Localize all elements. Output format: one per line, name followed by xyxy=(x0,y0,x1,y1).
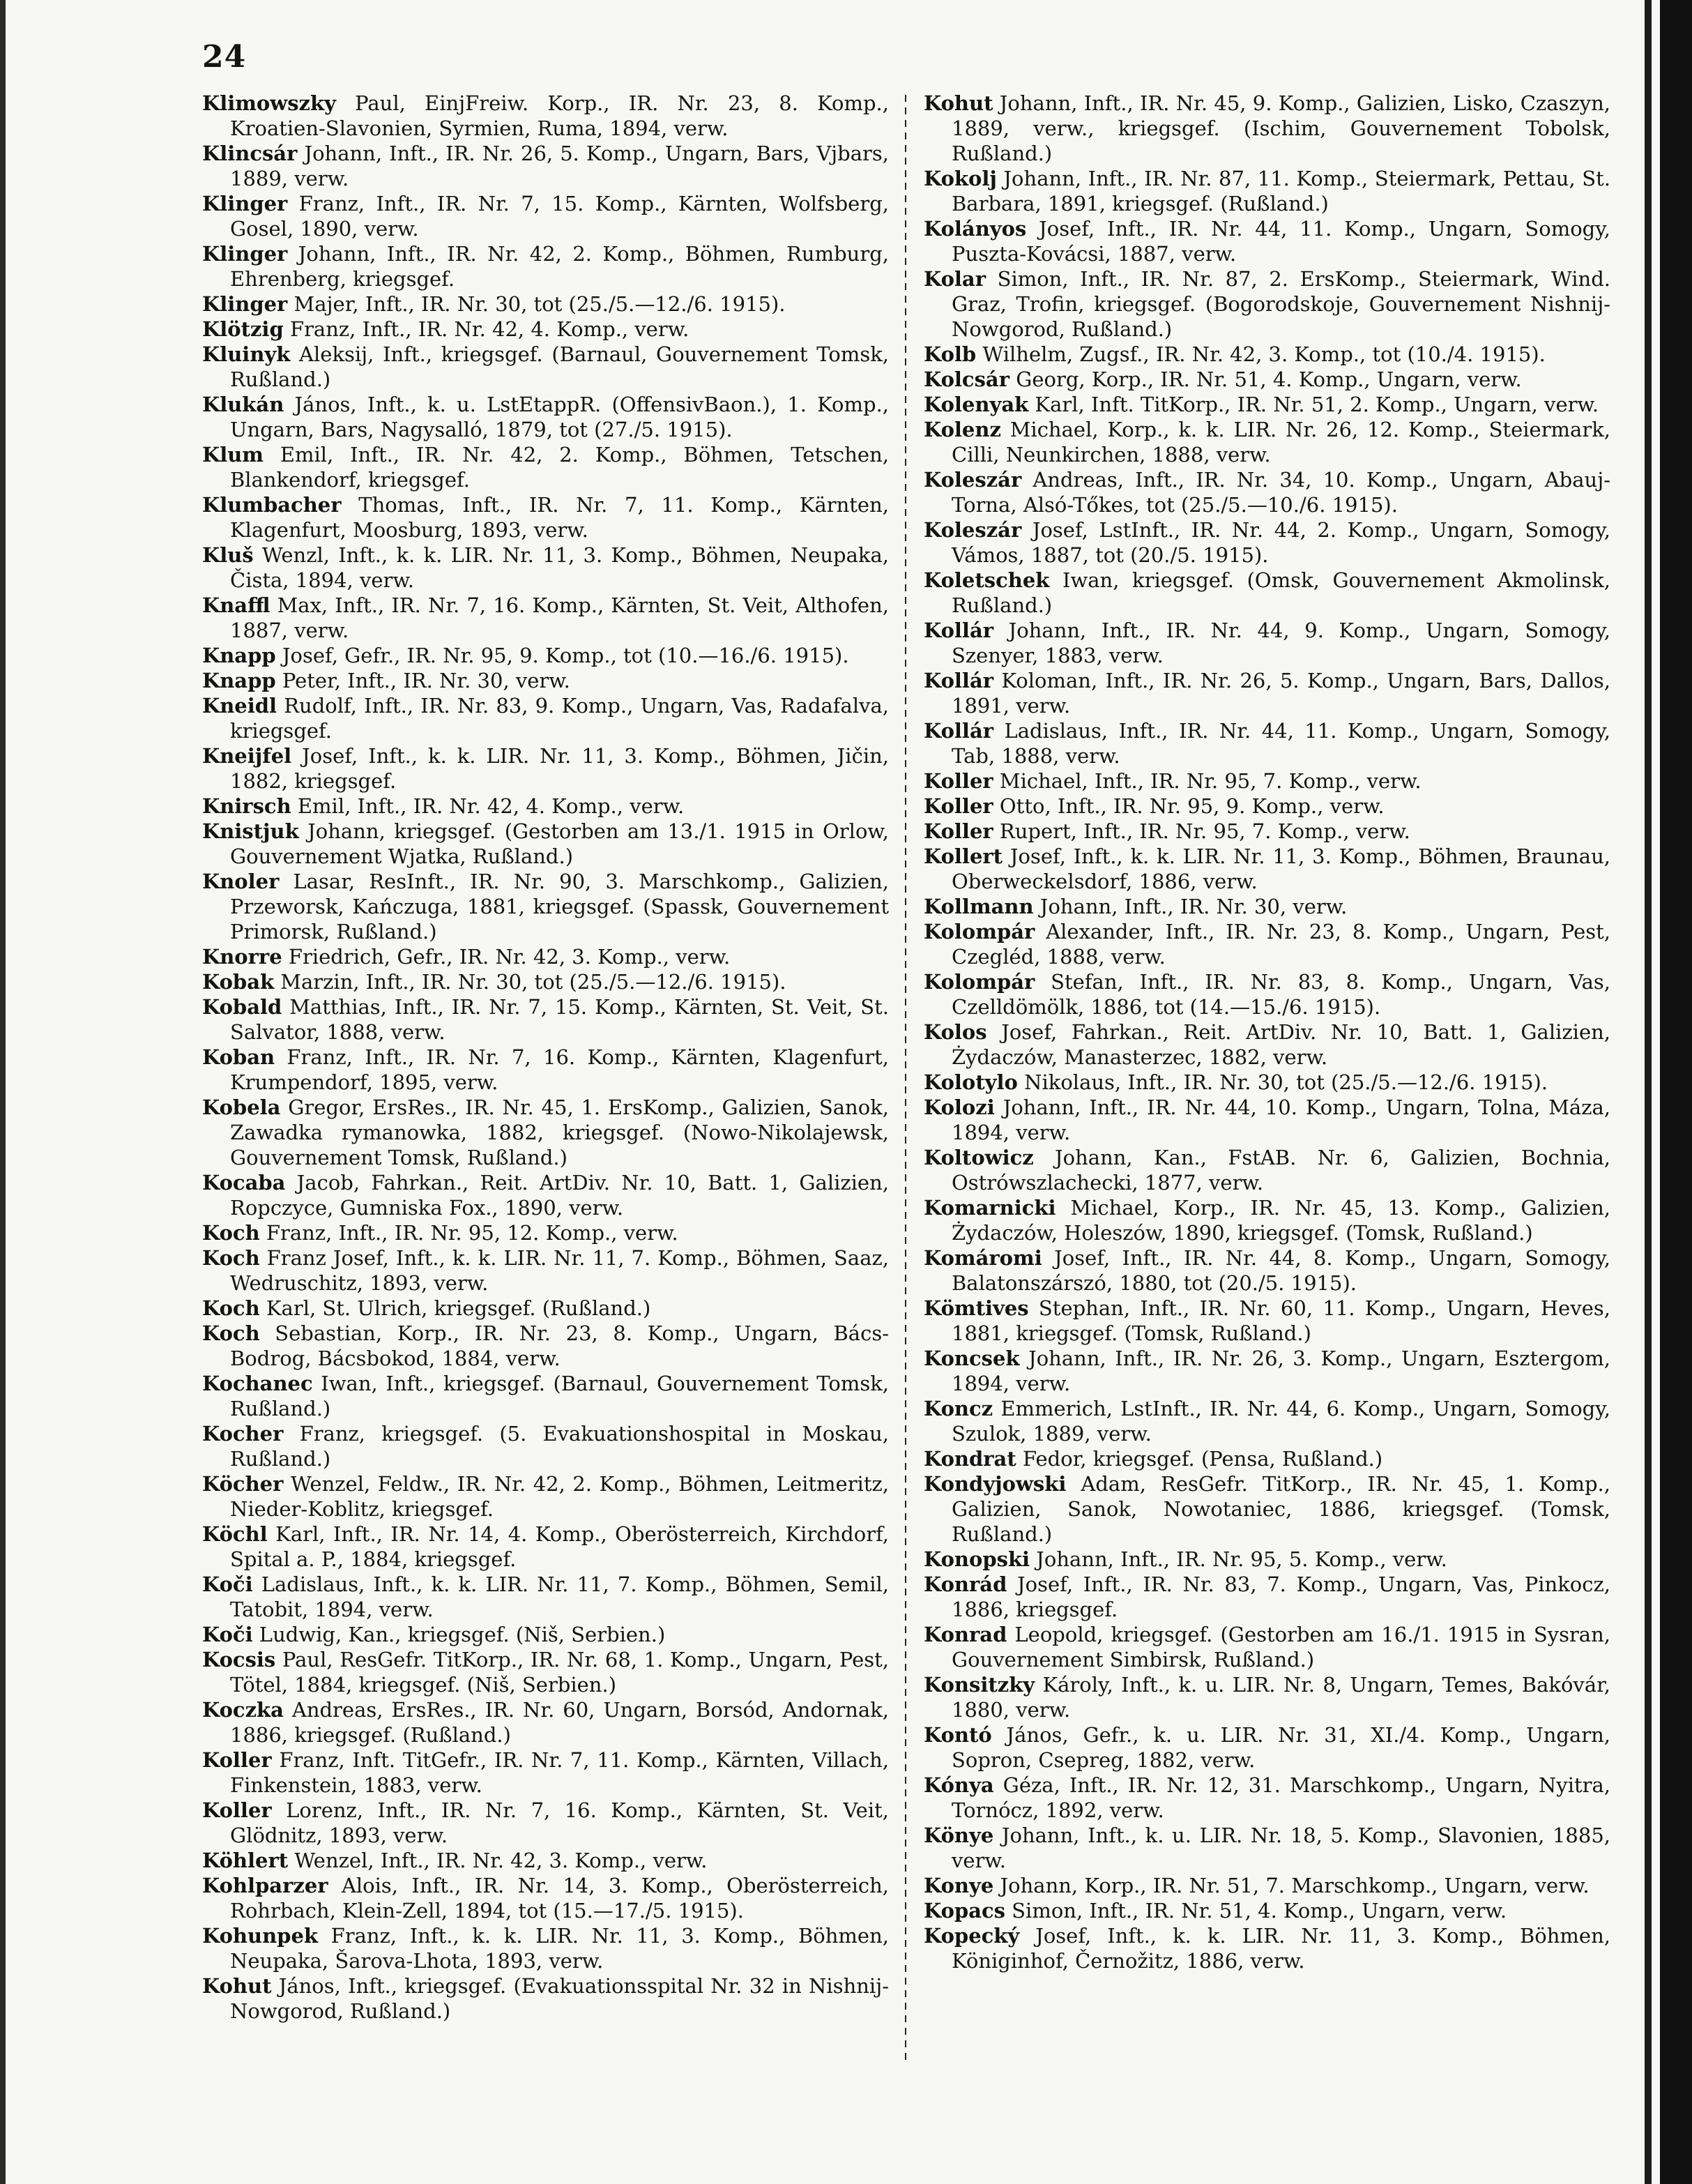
entry-surname: Kollár xyxy=(924,719,994,743)
entry-surname: Kneidl xyxy=(202,694,277,718)
entry-details: Emmerich, LstInft., IR. Nr. 44, 6. Komp., Ungarn, Somogy, Szulok, 1889, verw. xyxy=(952,1397,1610,1446)
entry-details: Franz, Inft., IR. Nr. 95, 12. Komp., verw. xyxy=(259,1221,678,1245)
scan-border-right xyxy=(1660,0,1692,2184)
casualty-entry xyxy=(924,919,1610,969)
casualty-entry xyxy=(924,1095,1610,1145)
left-column xyxy=(202,91,889,2024)
casualty-entry xyxy=(202,91,889,141)
casualty-entry xyxy=(202,342,889,392)
entry-details: Károly, Inft., k. u. LIR. Nr. 8, Ungarn, Temes, Bakóvár, 1880, verw. xyxy=(952,1673,1610,1722)
entry-surname: Komarnicki xyxy=(924,1196,1056,1220)
entry-surname: Koch xyxy=(202,1221,260,1245)
entry-surname: Kömtives xyxy=(924,1296,1029,1320)
casualty-entry xyxy=(202,141,889,191)
entry-surname: Kolenz xyxy=(924,418,1001,441)
casualty-entry xyxy=(924,819,1610,844)
casualty-entry xyxy=(202,1848,889,1873)
casualty-entry xyxy=(202,944,889,969)
casualty-entry xyxy=(202,392,889,442)
entry-details: János, Gefr., k. u. LIR. Nr. 31, XI./4. Komp., Ungarn, Sopron, Csepreg, 1882, verw. xyxy=(952,1723,1610,1772)
entry-details: Johann, Inft., IR. Nr. 26, 3. Komp., Ungarn, Esztergom, 1894, verw. xyxy=(952,1347,1610,1395)
entry-surname: Klinger xyxy=(202,192,288,215)
entry-details: Wilhelm, Zugsf., IR. Nr. 42, 3. Komp., tot (10./4. 1915). xyxy=(976,342,1546,366)
entry-details: Gregor, ErsRes., IR. Nr. 45, 1. ErsKomp., Galizien, Sanok, Zawadka rymanowka, 1882, kriegsgef. (Nowo-Nikolajewsk, Gouvernement Tomsk, Rußland.) xyxy=(230,1095,889,1169)
casualty-entry xyxy=(202,693,889,743)
casualty-entry xyxy=(202,643,889,668)
casualty-entry xyxy=(202,1873,889,1923)
entry-details: Lorenz, Inft., IR. Nr. 7, 16. Komp., Kärnten, St. Veit, Glödnitz, 1893, verw. xyxy=(230,1798,889,1847)
casualty-entry xyxy=(924,1070,1610,1095)
casualty-entry xyxy=(924,1019,1610,1070)
entry-details: Andreas, ErsRes., IR. Nr. 60, Ungarn, Borsód, Andornak, 1886, kriegsgef. (Rußland.) xyxy=(230,1698,889,1747)
entry-details: Iwan, Inft., kriegsgef. (Barnaul, Gouvernement Tomsk, Rußland.) xyxy=(230,1372,889,1420)
entry-surname: Knapp xyxy=(202,644,276,667)
casualty-entry xyxy=(924,1923,1610,1973)
casualty-entry xyxy=(924,342,1610,367)
entry-surname: Kolb xyxy=(924,342,977,366)
entry-surname: Koban xyxy=(202,1045,275,1069)
casualty-entry xyxy=(924,1722,1610,1773)
casualty-entry xyxy=(202,291,889,317)
entry-details: Aleksij, Inft., kriegsgef. (Barnaul, Gouvernement Tomsk, Rußland.) xyxy=(230,342,889,391)
entry-surname: Kolányos xyxy=(924,217,1027,241)
entry-details: Johann, Inft., IR. Nr. 95, 5. Komp., verw. xyxy=(1030,1547,1447,1571)
casualty-entry xyxy=(924,668,1610,718)
casualty-entry xyxy=(202,1220,889,1245)
entry-details: Franz, kriegsgef. (5. Evakuationshospital in Moskau, Rußland.) xyxy=(230,1422,889,1471)
entry-surname: Klumbacher xyxy=(202,493,342,517)
casualty-entry xyxy=(924,367,1610,392)
casualty-entry xyxy=(924,844,1610,894)
entry-details: Franz, Inft., k. k. LIR. Nr. 11, 3. Komp., Böhmen, Neupaka, Šarova-Lhota, 1893, verw. xyxy=(230,1924,889,1973)
entry-surname: Koleszár xyxy=(924,468,1022,492)
casualty-entry xyxy=(202,1572,889,1622)
entry-details: Alexander, Inft., IR. Nr. 23, 8. Komp., Ungarn, Pest, Czegléd, 1888, verw. xyxy=(952,920,1610,969)
entry-surname: Kontó xyxy=(924,1723,992,1747)
entry-surname: Kolar xyxy=(924,267,986,291)
casualty-entry xyxy=(202,743,889,794)
entry-surname: Koch xyxy=(202,1321,260,1345)
casualty-entry xyxy=(202,492,889,543)
entry-details: Josef, Gefr., IR. Nr. 95, 9. Komp., tot (10.—16./6. 1915). xyxy=(275,644,849,667)
casualty-entry xyxy=(202,1296,889,1321)
entry-surname: Kondyjowski xyxy=(924,1472,1067,1496)
entry-surname: Klötzig xyxy=(202,317,284,341)
casualty-entry xyxy=(924,1346,1610,1396)
casualty-entry xyxy=(202,1522,889,1572)
casualty-entry xyxy=(202,1371,889,1421)
casualty-entry xyxy=(924,768,1610,794)
entry-surname: Knoler xyxy=(202,870,280,893)
entry-surname: Kocsis xyxy=(202,1648,276,1671)
entry-details: Franz, Inft., IR. Nr. 7, 15. Komp., Kärnten, Wolfsberg, Gosel, 1890, verw. xyxy=(230,192,889,241)
casualty-entry xyxy=(202,994,889,1045)
casualty-entry xyxy=(202,1923,889,1973)
entry-surname: Kochanec xyxy=(202,1372,313,1395)
entry-surname: Koch xyxy=(202,1246,260,1270)
entry-surname: Koller xyxy=(202,1748,272,1772)
casualty-entry xyxy=(202,819,889,869)
casualty-entry xyxy=(202,869,889,944)
entry-details: János, Inft., k. u. LstEtappR. (OffensivBaon.), 1. Komp., Ungarn, Bars, Nagysalló, 1879, tot (27./5. 1915). xyxy=(230,393,889,441)
entry-surname: Koncsek xyxy=(924,1347,1020,1370)
entry-surname: Koczka xyxy=(202,1698,284,1722)
casualty-entry xyxy=(924,1396,1610,1446)
casualty-entry xyxy=(924,1773,1610,1823)
entry-details: Johann, Kan., FstAB. Nr. 6, Galizien, Bochnia, Ostrówszlachecki, 1877, verw. xyxy=(952,1146,1610,1195)
casualty-entry xyxy=(924,1622,1610,1672)
entry-details: Otto, Inft., IR. Nr. 95, 9. Komp., verw. xyxy=(993,794,1385,818)
entry-details: Johann, Inft., k. u. LIR. Nr. 18, 5. Komp., Slavonien, 1885, verw. xyxy=(952,1823,1610,1872)
casualty-entry xyxy=(924,392,1610,417)
entry-details: Josef, Inft., k. k. LIR. Nr. 11, 3. Komp., Böhmen, Braunau, Oberweckelsdorf, 1886, verw. xyxy=(952,844,1610,893)
entry-surname: Köcher xyxy=(202,1472,284,1496)
entry-details: Stefan, Inft., IR. Nr. 83, 8. Komp., Ungarn, Vas, Czelldömölk, 1886, tot (14.—15./6. 1915). xyxy=(952,970,1610,1019)
entry-surname: Konrad xyxy=(924,1623,1007,1646)
entry-details: Simon, Inft., IR. Nr. 51, 4. Komp., Ungarn, verw. xyxy=(1005,1899,1507,1923)
entry-details: Peter, Inft., IR. Nr. 30, verw. xyxy=(275,669,570,692)
entry-surname: Kolcsár xyxy=(924,367,1009,391)
casualty-entry xyxy=(202,191,889,241)
page-number: 24 xyxy=(202,39,247,75)
casualty-entry xyxy=(202,1471,889,1522)
entry-details: Georg, Korp., IR. Nr. 51, 4. Komp., Ungarn, verw. xyxy=(1009,367,1522,391)
entry-details: Paul, EinjFreiw. Korp., IR. Nr. 23, 8. Komp., Kroatien-Slavonien, Syrmien, Ruma, 1894, verw. xyxy=(230,91,889,140)
entry-surname: Kobela xyxy=(202,1095,281,1119)
entry-surname: Kohut xyxy=(202,1974,272,1998)
entry-details: Ladislaus, Inft., k. k. LIR. Nr. 11, 7. Komp., Böhmen, Semil, Tatobit, 1894, verw. xyxy=(230,1572,889,1621)
casualty-entry xyxy=(924,618,1610,668)
entry-details: Adam, ResGefr. TitKorp., IR. Nr. 45, 1. Komp., Galizien, Sanok, Nowotaniec, 1886, kriegsgef. (Tomsk, Rußland.) xyxy=(952,1472,1610,1546)
entry-surname: Kokolj xyxy=(924,167,997,190)
entry-details: Stephan, Inft., IR. Nr. 60, 11. Komp., Ungarn, Heves, 1881, kriegsgef. (Tomsk, Rußland.) xyxy=(952,1296,1610,1345)
entry-details: Paul, ResGefr. TitKorp., IR. Nr. 68, 1. Komp., Ungarn, Pest, Tötel, 1884, kriegsgef. (Niš, Serbien.) xyxy=(230,1648,889,1697)
entry-details: Lasar, ResInft., IR. Nr. 90, 3. Marschkomp., Galizien, Przeworsk, Kańczuga, 1881, kriegsgef. (Spassk, Gouvernement Primorsk, Rußland.) xyxy=(230,870,889,943)
entry-surname: Klukán xyxy=(202,393,284,416)
entry-surname: Koleszár xyxy=(924,518,1022,542)
entry-surname: Kolompár xyxy=(924,920,1035,943)
casualty-entry xyxy=(924,467,1610,517)
entry-surname: Koči xyxy=(202,1572,253,1596)
entry-surname: Klinger xyxy=(202,292,288,316)
casualty-entry xyxy=(924,91,1610,166)
entry-surname: Kobald xyxy=(202,995,282,1019)
entry-surname: Koller xyxy=(924,769,993,793)
entry-surname: Knaffl xyxy=(202,593,270,617)
entry-details: Karl, Inft., IR. Nr. 14, 4. Komp., Oberösterreich, Kirchdorf, Spital a. P., 1884, kriegsgef. xyxy=(230,1522,889,1571)
entry-surname: Kónya xyxy=(924,1773,994,1797)
casualty-entry xyxy=(202,1245,889,1296)
entry-details: Thomas, Inft., IR. Nr. 7, 11. Komp., Kärnten, Klagenfurt, Moosburg, 1893, verw. xyxy=(230,493,889,542)
casualty-entry xyxy=(202,969,889,994)
casualty-entry xyxy=(924,794,1610,819)
entry-surname: Kohut xyxy=(924,91,993,115)
column-divider xyxy=(905,95,906,2061)
casualty-entry xyxy=(202,1045,889,1095)
casualty-entry xyxy=(924,718,1610,768)
casualty-entry xyxy=(202,1647,889,1697)
casualty-entry xyxy=(924,1672,1610,1722)
entry-details: Majer, Inft., IR. Nr. 30, tot (25./5.—12./6. 1915). xyxy=(287,292,786,316)
entry-surname: Koči xyxy=(202,1623,253,1646)
casualty-entry xyxy=(924,1296,1610,1346)
entry-details: Marzin, Inft., IR. Nr. 30, tot (25./5.—12./6. 1915). xyxy=(274,970,786,994)
entry-details: Karl, St. Ulrich, kriegsgef. (Rußland.) xyxy=(259,1296,651,1320)
entry-surname: Kluinyk xyxy=(202,342,291,366)
casualty-entry xyxy=(202,1697,889,1747)
casualty-entry xyxy=(924,517,1610,568)
entry-details: Jacob, Fahrkan., Reit. ArtDiv. Nr. 10, Batt. 1, Galizien, Ropczyce, Gumniska Fox., 1890, verw. xyxy=(230,1171,889,1220)
entry-surname: Koller xyxy=(924,819,993,843)
entry-surname: Knirsch xyxy=(202,794,291,818)
entry-details: Franz, Inft. TitGefr., IR. Nr. 7, 11. Komp., Kärnten, Villach, Finkenstein, 1883, verw. xyxy=(230,1748,889,1797)
entry-surname: Kocher xyxy=(202,1422,284,1446)
entry-details: Josef, Fahrkan., Reit. ArtDiv. Nr. 10, Batt. 1, Galizien, Żydaczów, Manasterzec, 1882, verw. xyxy=(952,1020,1610,1069)
casualty-entry xyxy=(202,794,889,819)
entry-details: Johann, Inft., IR. Nr. 87, 11. Komp., Steiermark, Pettau, St. Barbara, 1891, kriegsgef. (Rußland.) xyxy=(952,167,1610,215)
entry-surname: Kollár xyxy=(924,619,994,642)
entry-surname: Kohunpek xyxy=(202,1924,318,1948)
casualty-entry xyxy=(924,969,1610,1019)
entry-details: Sebastian, Korp., IR. Nr. 23, 8. Komp., Ungarn, Bács-Bodrog, Bácsbokod, 1884, verw. xyxy=(230,1321,889,1370)
entry-details: Johann, Inft., IR. Nr. 30, verw. xyxy=(1033,895,1348,918)
casualty-entry xyxy=(202,442,889,492)
entry-surname: Kolozi xyxy=(924,1095,995,1119)
entry-details: Franz, Inft., IR. Nr. 42, 4. Komp., verw. xyxy=(283,317,689,341)
entry-surname: Konrád xyxy=(924,1572,1007,1596)
entry-details: Wenzel, Inft., IR. Nr. 42, 3. Komp., verw. xyxy=(288,1849,708,1872)
entry-surname: Kollert xyxy=(924,844,1003,868)
entry-details: Michael, Korp., k. k. LIR. Nr. 26, 12. Komp., Steiermark, Cilli, Neunkirchen, 1888, verw. xyxy=(952,418,1610,467)
entry-details: Josef, Inft., IR. Nr. 44, 11. Komp., Ungarn, Somogy, Puszta-Kovácsi, 1887, verw. xyxy=(952,217,1610,266)
entry-surname: Komáromi xyxy=(924,1246,1042,1270)
entry-details: Johann, Inft., IR. Nr. 26, 5. Komp., Ungarn, Bars, Vjbars, 1889, verw. xyxy=(230,142,889,190)
entry-details: Simon, Inft., IR. Nr. 87, 2. ErsKomp., Steiermark, Wind. Graz, Trofin, kriegsgef. (Bogorodskoje, Gouvernement Nishnij-Nowgorod, Rußland.) xyxy=(952,267,1610,341)
entry-surname: Kocaba xyxy=(202,1171,286,1195)
right-column xyxy=(924,91,1610,1973)
entry-details: Johann, Korp., IR. Nr. 51, 7. Marschkomp., Ungarn, verw. xyxy=(993,1874,1590,1897)
entry-details: Johann, Inft., IR. Nr. 45, 9. Komp., Galizien, Lisko, Czaszyn, 1889, verw., kriegsgef. (Ischim, Gouvernement Tobolsk, Rußland.) xyxy=(952,91,1610,165)
casualty-entry xyxy=(924,266,1610,342)
entry-details: Karl, Inft. TitKorp., IR. Nr. 51, 2. Komp., Ungarn, verw. xyxy=(1028,393,1599,416)
entry-details: Franz, Inft., IR. Nr. 7, 16. Komp., Kärnten, Klagenfurt, Krumpendorf, 1895, verw. xyxy=(230,1045,889,1094)
entry-surname: Köhlert xyxy=(202,1849,289,1872)
casualty-entry xyxy=(924,1245,1610,1296)
entry-details: Wenzel, Feldw., IR. Nr. 42, 2. Komp., Böhmen, Leitmeritz, Nieder-Koblitz, kriegsgef. xyxy=(230,1472,889,1521)
casualty-entry xyxy=(924,417,1610,467)
entry-details: Rupert, Inft., IR. Nr. 95, 7. Komp., verw. xyxy=(993,819,1410,843)
entry-surname: Kolotylo xyxy=(924,1070,1018,1094)
entry-details: Josef, LstInft., IR. Nr. 44, 2. Komp., Ungarn, Somogy, Vámos, 1887, tot (20./5. 1915). xyxy=(952,518,1610,567)
entry-details: Alois, Inft., IR. Nr. 14, 3. Komp., Oberösterreich, Rohrbach, Klein-Zell, 1894, tot (15.—17./5. 1915). xyxy=(230,1874,889,1923)
entry-surname: Klimowszky xyxy=(202,91,336,115)
casualty-entry xyxy=(924,1446,1610,1471)
entry-details: Iwan, kriegsgef. (Omsk, Gouvernement Akmolinsk, Rußland.) xyxy=(952,568,1610,617)
entry-surname: Knistjuk xyxy=(202,819,299,843)
entry-surname: Kneijfel xyxy=(202,744,292,768)
casualty-entry xyxy=(202,593,889,643)
casualty-entry xyxy=(202,317,889,342)
entry-details: Wenzl, Inft., k. k. LIR. Nr. 11, 3. Komp., Böhmen, Neupaka, Čista, 1894, verw. xyxy=(230,543,889,592)
casualty-entry xyxy=(924,1145,1610,1195)
casualty-entry xyxy=(924,1471,1610,1547)
entry-details: Andreas, Inft., IR. Nr. 34, 10. Komp., Ungarn, Abauj-Torna, Alsó-Tőkes, tot (25./5.—10./6. 1915). xyxy=(952,468,1610,517)
entry-details: Ladislaus, Inft., IR. Nr. 44, 11. Komp., Ungarn, Somogy, Tab, 1888, verw. xyxy=(952,719,1610,768)
entry-surname: Klincsár xyxy=(202,142,298,165)
casualty-entry xyxy=(202,1747,889,1798)
casualty-entry xyxy=(202,1095,889,1170)
entry-details: Johann, Inft., IR. Nr. 44, 9. Komp., Ungarn, Somogy, Szenyer, 1883, verw. xyxy=(952,619,1610,667)
entry-surname: Knapp xyxy=(202,669,276,692)
entry-details: Géza, Inft., IR. Nr. 12, 31. Marschkomp., Ungarn, Nyitra, Tornócz, 1892, verw. xyxy=(952,1773,1610,1822)
casualty-entry xyxy=(924,216,1610,266)
entry-surname: Kolos xyxy=(924,1020,987,1044)
entry-details: Johann, Inft., IR. Nr. 42, 2. Komp., Böhmen, Rumburg, Ehrenberg, kriegsgef. xyxy=(230,242,889,291)
entry-surname: Koch xyxy=(202,1296,260,1320)
casualty-entry xyxy=(924,1547,1610,1572)
entry-details: Franz Josef, Inft., k. k. LIR. Nr. 11, 7. Komp., Böhmen, Saaz, Wedruschitz, 1893, verw. xyxy=(230,1246,889,1295)
entry-details: Michael, Inft., IR. Nr. 95, 7. Komp., verw. xyxy=(993,769,1422,793)
entry-surname: Kohlparzer xyxy=(202,1874,328,1897)
scan-border-left xyxy=(0,0,6,2184)
entry-details: Rudolf, Inft., IR. Nr. 83, 9. Komp., Ungarn, Vas, Radafalva, kriegsgef. xyxy=(230,694,889,743)
casualty-entry xyxy=(202,1622,889,1647)
entry-surname: Kolenyak xyxy=(924,393,1029,416)
entry-details: Johann, Inft., IR. Nr. 44, 10. Komp., Ungarn, Tolna, Máza, 1894, verw. xyxy=(952,1095,1610,1144)
entry-surname: Konopski xyxy=(924,1547,1030,1571)
entry-surname: Könye xyxy=(924,1823,994,1847)
entry-details: Koloman, Inft., IR. Nr. 26, 5. Komp., Ungarn, Bars, Dallos, 1891, verw. xyxy=(952,669,1610,718)
entry-details: Max, Inft., IR. Nr. 7, 16. Komp., Kärnten, St. Veit, Althofen, 1887, verw. xyxy=(230,593,889,642)
casualty-entry xyxy=(202,1973,889,2024)
casualty-entry xyxy=(202,1321,889,1371)
entry-details: Friedrich, Gefr., IR. Nr. 42, 3. Komp., verw. xyxy=(282,945,731,969)
entry-details: Josef, Inft., IR. Nr. 83, 7. Komp., Ungarn, Vas, Pinkocz, 1886, kriegsgef. xyxy=(952,1572,1610,1621)
entry-surname: Koletschek xyxy=(924,568,1050,592)
entry-details: Emil, Inft., IR. Nr. 42, 4. Komp., verw. xyxy=(291,794,685,818)
casualty-entry xyxy=(924,1572,1610,1622)
casualty-entry xyxy=(924,166,1610,216)
entry-surname: Klinger xyxy=(202,242,288,266)
entry-surname: Konye xyxy=(924,1874,994,1897)
entry-surname: Konsitzky xyxy=(924,1673,1035,1697)
entry-details: Josef, Inft., k. k. LIR. Nr. 11, 3. Komp., Böhmen, Königinhof, Černožitz, 1886, verw. xyxy=(952,1924,1610,1973)
entry-surname: Koltowicz xyxy=(924,1146,1034,1169)
casualty-entry xyxy=(924,894,1610,919)
entry-surname: Knorre xyxy=(202,945,282,969)
casualty-entry xyxy=(202,1421,889,1471)
entry-details: Matthias, Inft., IR. Nr. 7, 15. Komp., Kärnten, St. Veit, St. Salvator, 1888, verw. xyxy=(230,995,889,1044)
casualty-entry xyxy=(924,1873,1610,1898)
casualty-entry xyxy=(202,1798,889,1848)
casualty-entry xyxy=(924,1195,1610,1245)
entry-details: János, Inft., kriegsgef. (Evakuationsspital Nr. 32 in Nishnij-Nowgorod, Rußland.) xyxy=(230,1974,889,2023)
casualty-entry xyxy=(202,241,889,291)
casualty-entry xyxy=(924,1823,1610,1873)
entry-details: Fedor, kriegsgef. (Pensa, Rußland.) xyxy=(1016,1447,1383,1471)
casualty-entry xyxy=(202,1170,889,1220)
entry-details: Josef, Inft., IR. Nr. 44, 8. Komp., Ungarn, Somogy, Balatonszárszó, 1880, tot (20./5. 1915). xyxy=(952,1246,1610,1295)
casualty-entry xyxy=(202,543,889,593)
entry-details: Michael, Korp., IR. Nr. 45, 13. Komp., Galizien, Żydaczów, Holeszów, 1890, kriegsgef. (Tomsk, Rußland.) xyxy=(952,1196,1610,1245)
entry-details: Leopold, kriegsgef. (Gestorben am 16./1. 1915 in Sysran, Gouvernement Simbirsk, Rußland.) xyxy=(952,1623,1610,1671)
casualty-entry xyxy=(924,568,1610,618)
entry-surname: Kolompár xyxy=(924,970,1035,994)
entry-surname: Kopecký xyxy=(924,1924,1020,1948)
entry-surname: Koller xyxy=(924,794,993,818)
casualty-entry xyxy=(202,668,889,693)
entry-details: Emil, Inft., IR. Nr. 42, 2. Komp., Böhmen, Tetschen, Blankendorf, kriegsgef. xyxy=(230,443,889,492)
entry-details: Nikolaus, Inft., IR. Nr. 30, tot (25./5.—12./6. 1915). xyxy=(1017,1070,1548,1094)
entry-surname: Kollmann xyxy=(924,895,1034,918)
entry-surname: Koller xyxy=(202,1798,272,1822)
entry-surname: Koncz xyxy=(924,1397,993,1420)
entry-surname: Klum xyxy=(202,443,264,467)
casualty-entry xyxy=(924,1898,1610,1923)
entry-surname: Kluš xyxy=(202,543,254,567)
entry-details: Johann, kriegsgef. (Gestorben am 13./1. 1915 in Orlow, Gouvernement Wjatka, Rußland.) xyxy=(230,819,889,868)
entry-surname: Köchl xyxy=(202,1522,268,1546)
entry-surname: Kollár xyxy=(924,669,994,692)
entry-details: Ludwig, Kan., kriegsgef. (Niš, Serbien.) xyxy=(252,1623,666,1646)
entry-surname: Kobak xyxy=(202,970,275,994)
entry-surname: Kondrat xyxy=(924,1447,1016,1471)
entry-surname: Kopacs xyxy=(924,1899,1005,1923)
entry-details: Josef, Inft., k. k. LIR. Nr. 11, 3. Komp., Böhmen, Jičin, 1882, kriegsgef. xyxy=(230,744,889,793)
